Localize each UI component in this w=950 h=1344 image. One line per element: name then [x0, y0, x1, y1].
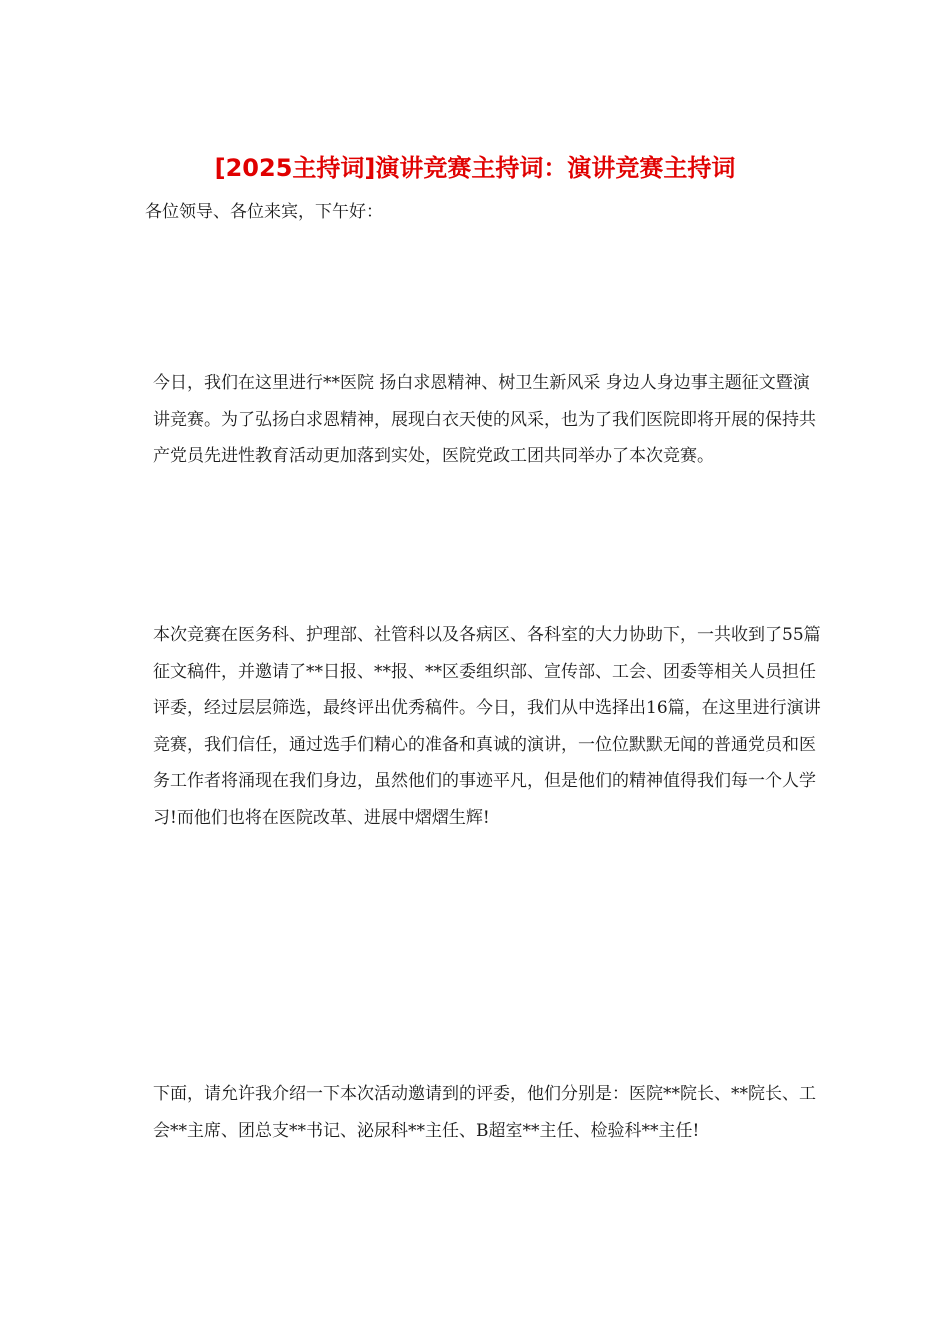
paragraph-judges: 下面，请允许我介绍一下本次活动邀请到的评委，他们分别是：医院**院长、**院长、工会**主席、团总支**书记、泌尿科**主任、B超室**主任、检验科**主任!: [153, 1084, 816, 1141]
document-title: [2025主持词]演讲竞赛主持词：演讲竞赛主持词: [214, 154, 736, 182]
greeting-line: 各位领导、各位来宾，下午好：: [145, 202, 383, 222]
paragraph-intro: 今日，我们在这里进行**医院 扬白求恩精神、树卫生新风采 身边人身边事主题征文暨演讲竞赛。为了弘扬白求恩精神，展现白衣天使的风采，也为了我们医院即将开展的保持共产党员先进性教育活动更加落到实处，医院党政工团共同举办了本次竞赛。: [153, 373, 816, 466]
paragraph-competition-details: 本次竞赛在医务科、护理部、社管科以及各病区、各科室的大力协助下，一共收到了55篇征文稿件，并邀请了**日报、**报、**区委组织部、宣传部、工会、团委等相关人员担任评委，经过层层筛选，最终评出优秀稿件。今日，我们从中选择出16篇，在这里进行演讲竞赛，我们信任，通过选手们精心的准备和真诚的演讲，一位位默默无闻的普通党员和医务工作者将涌现在我们身边，虽然他们的事迹平凡，但是他们的精神值得我们每一个人学习!而他们也将在医院改革、进展中熠熠生辉!: [153, 625, 821, 828]
